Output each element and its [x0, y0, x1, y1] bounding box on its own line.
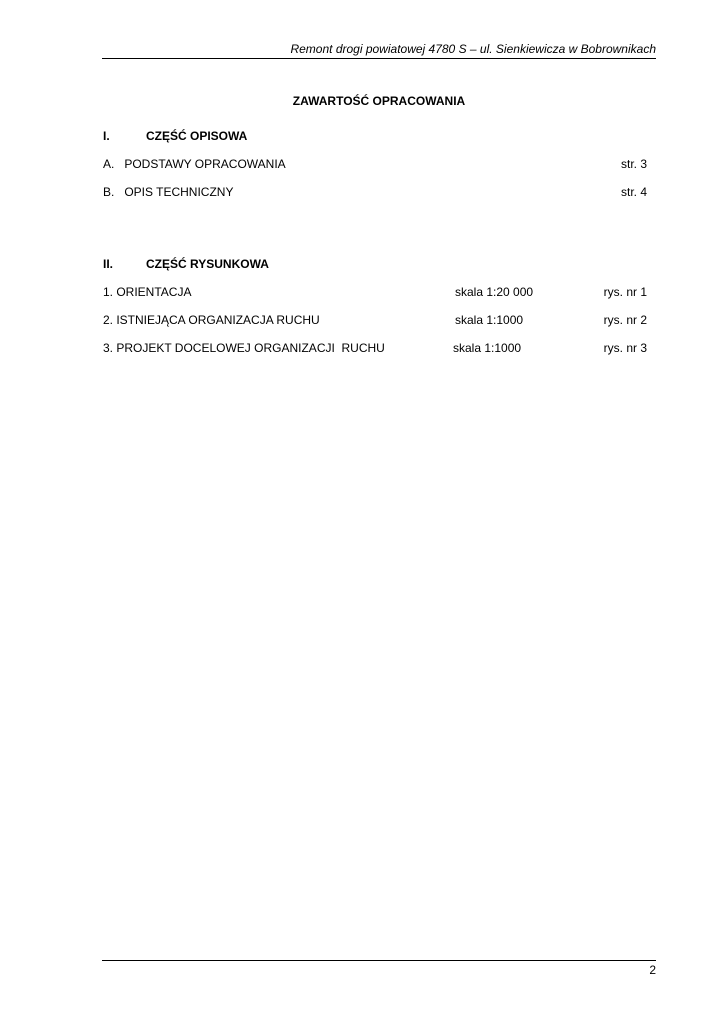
header-title: Remont drogi powiatowej 4780 S – ul. Sienkiewicza w Bobrownikach — [290, 42, 656, 56]
section-title: CZĘŚĆ RYSUNKOWA — [146, 257, 269, 271]
footer-divider — [102, 960, 656, 961]
page-number: 2 — [649, 963, 656, 977]
toc-drawing-ref: rys. nr 1 — [603, 285, 647, 299]
toc-row — [103, 313, 647, 329]
section-number: II. — [103, 257, 114, 271]
toc-row — [103, 341, 647, 357]
toc-row — [103, 285, 647, 301]
header-divider — [102, 58, 656, 59]
toc-item-text: B. OPIS TECHNICZNY — [103, 185, 234, 199]
document-title: ZAWARTOŚĆ OPRACOWANIA — [292, 94, 466, 108]
toc-item-text: 3. PROJEKT DOCELOWEJ ORGANIZACJI RUCHU — [103, 341, 385, 355]
toc-scale: skala 1:20 000 — [455, 285, 534, 299]
toc-drawing-ref: rys. nr 2 — [603, 313, 647, 327]
toc-scale: skala 1:1000 — [453, 341, 522, 355]
toc-row — [103, 185, 647, 201]
toc-item-text: 2. ISTNIEJĄCA ORGANIZACJA RUCHU — [103, 313, 320, 327]
toc-item-text: 1. ORIENTACJA — [103, 285, 192, 299]
section-number: I. — [103, 129, 110, 143]
toc-scale: skala 1:1000 — [455, 313, 524, 327]
toc-item-text: A. PODSTAWY OPRACOWANIA — [103, 157, 286, 171]
toc-page-ref: str. 4 — [620, 185, 647, 199]
section-title: CZĘŚĆ OPISOWA — [146, 129, 248, 143]
toc-drawing-ref: rys. nr 3 — [603, 341, 647, 355]
toc-page-ref: str. 3 — [620, 157, 647, 171]
toc-row — [103, 157, 647, 173]
